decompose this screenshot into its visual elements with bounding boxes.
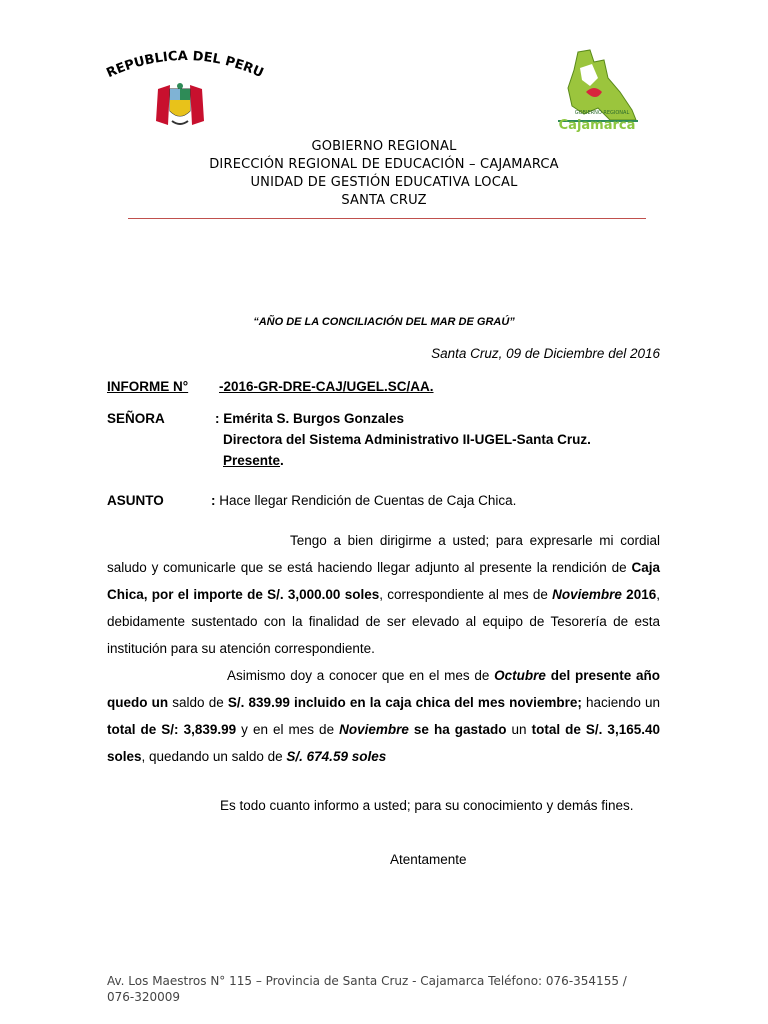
gobierno-regional-cajamarca-logo xyxy=(550,48,645,136)
p2-text-f: haciendo un xyxy=(581,695,660,710)
presente-text: Presente xyxy=(223,453,281,468)
p2-saldo-final: S/. 674.59 soles xyxy=(286,749,387,764)
p2-month-noviembre: Noviembre xyxy=(339,722,409,737)
p2-total-gastado: total de S/. 3,165.40 soles xyxy=(107,722,660,764)
recipient-name: : Emérita S. Burgos Gonzales xyxy=(215,411,405,426)
asunto-label: ASUNTO xyxy=(107,493,164,508)
presente-dot: . xyxy=(280,453,284,468)
p2-saldo-octubre: S/. 839.99 incluido en la caja chica del mes noviembre; xyxy=(227,695,582,710)
asunto-text: Hace llegar Rendición de Cuentas de Caja Chica. xyxy=(215,493,517,508)
header-line-3: UNIDAD DE GESTIÓN EDUCATIVA LOCAL xyxy=(250,175,518,190)
paragraph-3: Es todo cuanto informo a usted; para su conocimiento y demás fines. xyxy=(220,798,634,813)
p1-text-c: , correspondiente al mes de xyxy=(379,587,553,602)
paragraph-1 xyxy=(107,527,660,662)
informe-number: -2016-GR-DRE-CAJ/UGEL.SC/AA. xyxy=(219,379,434,394)
p1-text-f: , debidamente sustentado con la finalidad de ser elevado al equipo de Tesorería de esta institución para su atención correspondiente. xyxy=(107,587,660,656)
seal-text: REPUBLICA DEL PERU xyxy=(104,48,266,82)
p1-caja-chica-importe: Caja Chica, por el importe de S/. 3,000.00 soles xyxy=(107,560,660,602)
p2-text-a: Asimismo doy a conocer que en el mes de xyxy=(227,668,495,683)
p1-month: Noviembre xyxy=(552,587,622,602)
footer-address: Av. Los Maestros N° 115 – Provincia de Santa Cruz - Cajamarca Teléfono: 076-354155 / 076-320009 xyxy=(107,974,627,1004)
informe-label: INFORME N° xyxy=(107,379,189,394)
republica-peru-seal xyxy=(100,45,270,135)
p2-text-d: saldo de xyxy=(168,695,228,710)
header-line-4: SANTA CRUZ xyxy=(341,193,427,208)
asunto-colon: : xyxy=(211,493,216,508)
header-divider xyxy=(128,218,646,219)
p2-text-c: del presente año quedo un xyxy=(107,668,660,710)
senora-label: SEÑORA xyxy=(107,411,165,426)
p1-text-a: Tengo a bien dirigirme a usted; para expresarle mi cordial saludo y comunicarle que se está haciendo llegar adjunto al presente la rendición de xyxy=(107,533,660,575)
p2-text-k: un xyxy=(506,722,532,737)
p2-text-j: se ha gastado xyxy=(408,722,507,737)
p2-text-m: , quedando un saldo de xyxy=(141,749,287,764)
recipient-position: Directora del Sistema Administrativo II-UGEL-Santa Cruz. xyxy=(223,432,591,447)
coat-of-arms-icon xyxy=(152,81,208,129)
p2-text-h: y en el mes de xyxy=(236,722,340,737)
p1-year: 2016 xyxy=(621,587,657,602)
header-line-2: DIRECCIÓN REGIONAL DE EDUCACIÓN – CAJAMARCA xyxy=(209,157,559,172)
paragraph-2 xyxy=(107,662,660,770)
asunto-line xyxy=(211,493,516,508)
p2-total: total de S/: 3,839.99 xyxy=(107,722,237,737)
logo-small-text: GOBIERNO REGIONAL xyxy=(574,110,630,116)
closing: Atentamente xyxy=(390,852,467,867)
header-line-1: GOBIERNO REGIONAL xyxy=(311,139,457,154)
p2-month-octubre: Octubre xyxy=(494,668,546,683)
svg-text:REPUBLICA DEL PERU xyxy=(104,49,265,81)
document-date: Santa Cruz, 09 de Diciembre del 2016 xyxy=(431,346,660,361)
year-motto: “AÑO DE LA CONCILIACIÓN DEL MAR DE GRAÚ” xyxy=(253,316,515,328)
presente-line xyxy=(223,453,284,468)
logo-name: Cajamarca xyxy=(558,118,636,133)
